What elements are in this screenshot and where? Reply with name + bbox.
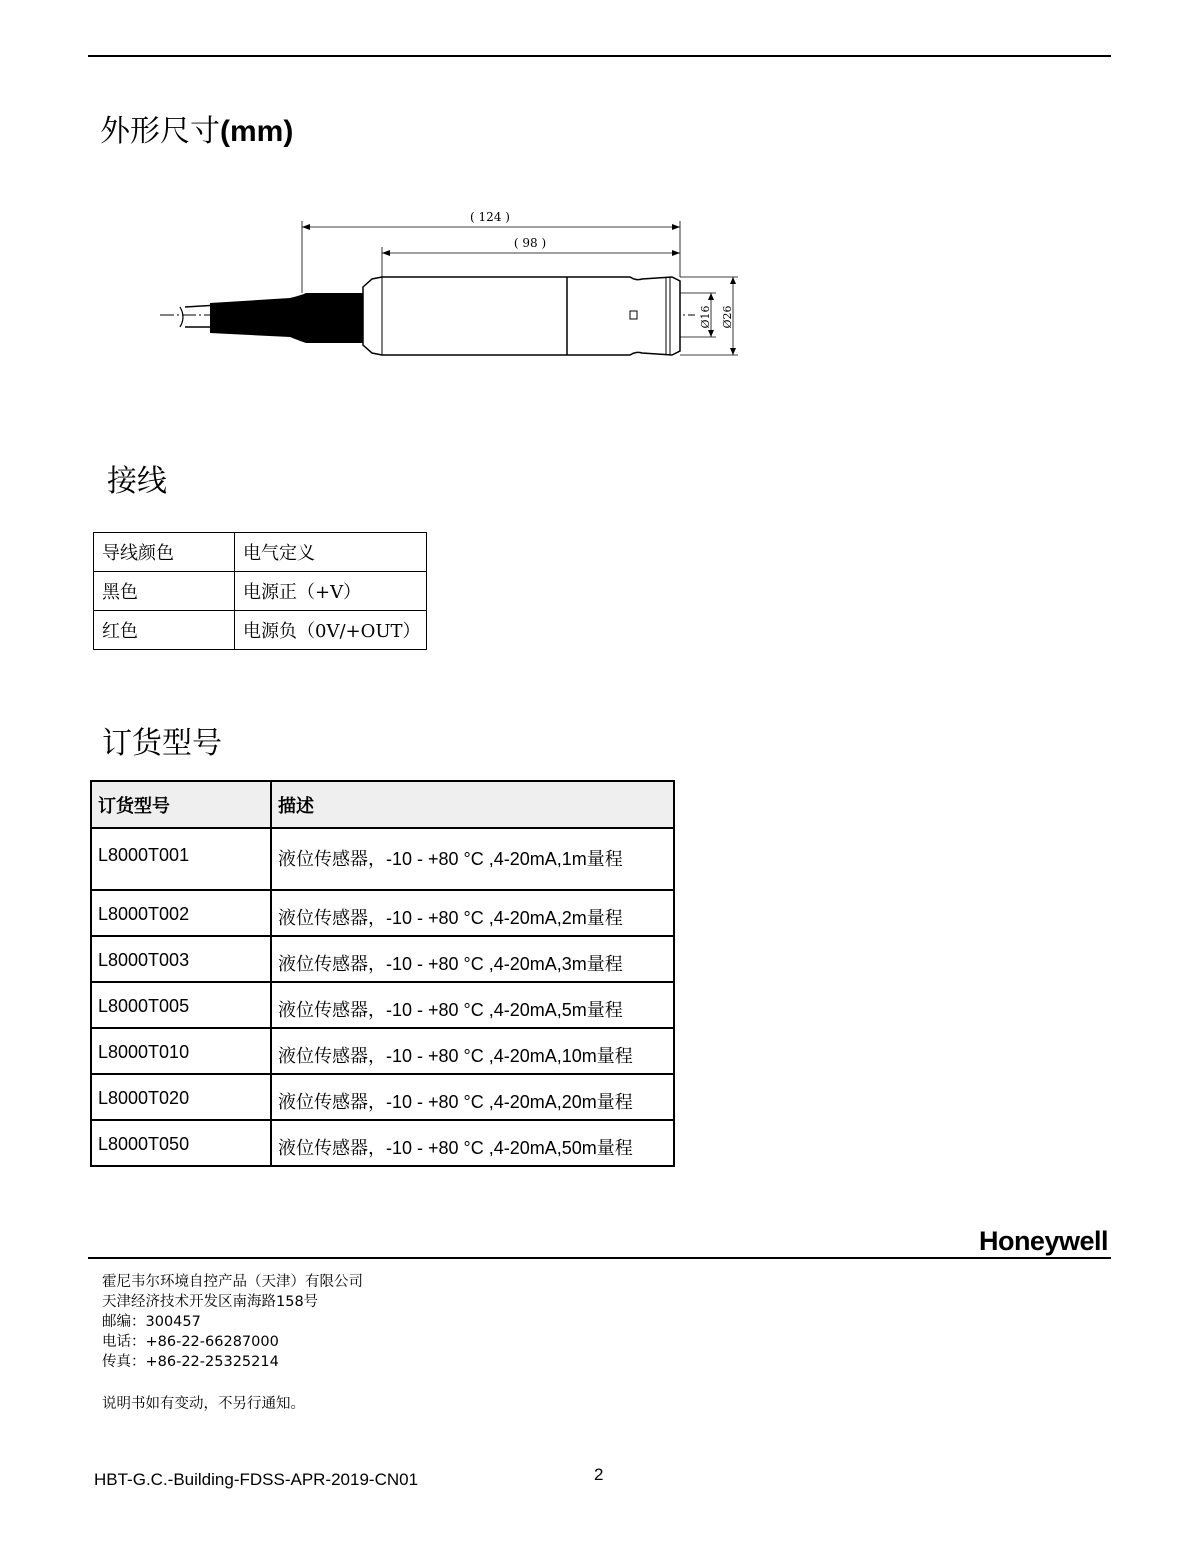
body-length-label: ( 98 ) [513, 236, 547, 250]
table-cell: 导线颜色 [94, 533, 235, 572]
part-number: L8000T010 [91, 1028, 271, 1074]
description: 液位传感器，-10 - +80 °C ,4-20mA,1m量程 [271, 828, 674, 890]
column-header: 订货型号 [91, 781, 271, 828]
table-cell: 红色 [94, 611, 235, 650]
table-row [91, 1074, 674, 1120]
ordering-table [90, 780, 675, 1167]
document-id: HBT-G.C.-Building-FDSS-APR-2019-CN01 [94, 1470, 419, 1489]
phone: 电话：+86-22-66287000 [102, 1334, 279, 1350]
dimensions-unit: (mm) [220, 115, 294, 148]
change-notice: 说明书如有变动，不另行通知。 [102, 1396, 305, 1412]
table-row [94, 533, 427, 572]
part-number: L8000T050 [91, 1120, 271, 1166]
footer-rule [88, 1257, 1111, 1259]
part-number: L8000T020 [91, 1074, 271, 1120]
table-row [91, 1028, 674, 1074]
dimensions-heading [100, 106, 293, 150]
table-cell: 电源负（0V/+OUT） [235, 611, 427, 650]
part-number: L8000T002 [91, 890, 271, 936]
table-header-row [91, 781, 674, 828]
column-header: 描述 [271, 781, 674, 828]
table-cell: 电源正（+V） [235, 572, 427, 611]
postcode: 邮编：300457 [102, 1314, 201, 1330]
description: 液位传感器，-10 - +80 °C ,4-20mA,10m量程 [271, 1028, 674, 1074]
address: 天津经济技术开发区南海路158号 [102, 1294, 319, 1310]
wiring-heading: 接线 [107, 464, 167, 499]
wiring-table [93, 532, 427, 650]
table-row [91, 828, 674, 890]
part-number: L8000T001 [91, 828, 271, 890]
description: 液位传感器，-10 - +80 °C ,4-20mA,5m量程 [271, 982, 674, 1028]
page-number: 2 [594, 1465, 604, 1484]
description: 液位传感器，-10 - +80 °C ,4-20mA,20m量程 [271, 1074, 674, 1120]
top-rule [88, 55, 1111, 57]
honeywell-logo: Honeywell [978, 1226, 1108, 1256]
description: 液位传感器，-10 - +80 °C ,4-20mA,2m量程 [271, 890, 674, 936]
cable-strain-relief [210, 293, 363, 343]
outer-diameter-label: Ø26 [721, 305, 734, 329]
overall-length-label: ( 124 ) [470, 210, 510, 224]
table-row [91, 982, 674, 1028]
vent-hole [630, 311, 637, 319]
table-row [91, 890, 674, 936]
table-cell: 电气定义 [235, 533, 427, 572]
table-row [94, 611, 427, 650]
description: 液位传感器，-10 - +80 °C ,4-20mA,3m量程 [271, 936, 674, 982]
part-number: L8000T003 [91, 936, 271, 982]
table-cell: 黑色 [94, 572, 235, 611]
table-row [91, 1120, 674, 1166]
ordering-heading: 订货型号 [102, 726, 222, 761]
table-row [91, 936, 674, 982]
part-number: L8000T005 [91, 982, 271, 1028]
description: 液位传感器，-10 - +80 °C ,4-20mA,50m量程 [271, 1120, 674, 1166]
contact-block [102, 1272, 363, 1372]
fax: 传真：+86-22-25325214 [102, 1354, 279, 1370]
inner-diameter-label: Ø16 [699, 305, 712, 329]
company-name: 霍尼韦尔环境自控产品（天津）有限公司 [102, 1274, 363, 1290]
sensor-dimension-drawing [150, 195, 750, 365]
table-row [94, 572, 427, 611]
dimensions-title: 外形尺寸 [100, 114, 220, 149]
